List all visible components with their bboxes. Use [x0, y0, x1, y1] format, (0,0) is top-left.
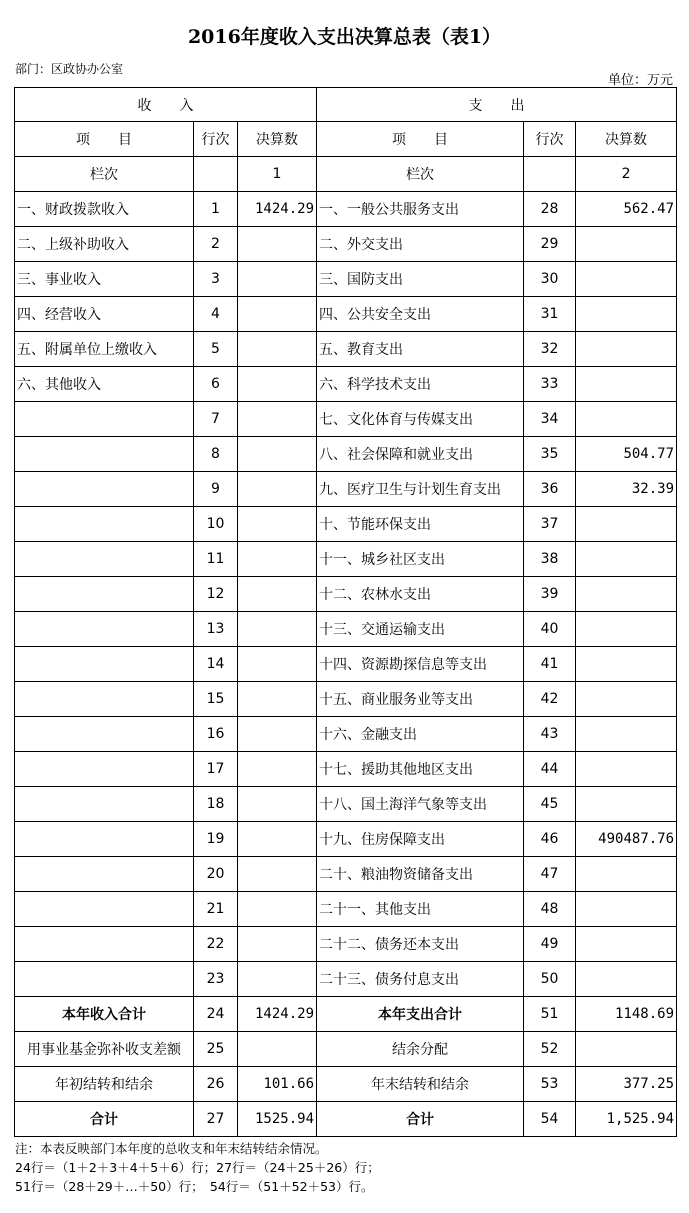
expense-item: 十三、交通运输支出 [317, 612, 524, 647]
expense-item: 四、公共安全支出 [317, 297, 524, 332]
expense-item: 十四、资源勘探信息等支出 [317, 647, 524, 682]
income-row-no: 18 [194, 787, 238, 822]
income-row-no: 16 [194, 717, 238, 752]
expense-amount: 32.39 [576, 472, 677, 507]
income-row-no-header: 行次 [194, 122, 238, 157]
expense-row-no: 33 [524, 367, 576, 402]
expense-item: 五、教育支出 [317, 332, 524, 367]
income-item [15, 542, 194, 577]
expense-row-no: 37 [524, 507, 576, 542]
table-row [15, 787, 677, 822]
income-amount [238, 367, 317, 402]
income-row-no: 23 [194, 962, 238, 997]
income-amount [238, 402, 317, 437]
summary-row [15, 1032, 677, 1067]
expense-row-no: 34 [524, 402, 576, 437]
expense-summary-item: 合计 [317, 1102, 524, 1137]
expense-summary-row-no: 52 [524, 1032, 576, 1067]
income-amount [238, 507, 317, 542]
income-header: 收 入 [15, 88, 317, 122]
expense-amount-header: 决算数 [576, 122, 677, 157]
expense-item: 六、科学技术支出 [317, 367, 524, 402]
income-row-no: 14 [194, 647, 238, 682]
footnotes [15, 1139, 380, 1196]
income-amount [238, 787, 317, 822]
expense-amount [576, 577, 677, 612]
income-row-no: 21 [194, 892, 238, 927]
income-amount: 1424.29 [238, 192, 317, 227]
expense-row-no: 44 [524, 752, 576, 787]
income-row-no: 20 [194, 857, 238, 892]
expense-row-no: 29 [524, 227, 576, 262]
expense-amount [576, 857, 677, 892]
income-amount [238, 717, 317, 752]
expense-row-no: 28 [524, 192, 576, 227]
income-item [15, 612, 194, 647]
expense-amount: 562.47 [576, 192, 677, 227]
expense-item: 七、文化体育与传媒支出 [317, 402, 524, 437]
income-row-no: 4 [194, 297, 238, 332]
table-row [15, 297, 677, 332]
expense-item: 二十、粮油物资储备支出 [317, 857, 524, 892]
income-amount [238, 892, 317, 927]
income-amount [238, 472, 317, 507]
expense-row-no: 38 [524, 542, 576, 577]
expense-item: 十二、农林水支出 [317, 577, 524, 612]
expense-item: 二十一、其他支出 [317, 892, 524, 927]
income-amount-header: 决算数 [238, 122, 317, 157]
income-row-no: 11 [194, 542, 238, 577]
expense-row-no: 46 [524, 822, 576, 857]
income-item [15, 962, 194, 997]
income-summary-amount: 1424.29 [238, 997, 317, 1032]
table-row [15, 507, 677, 542]
summary-row [15, 997, 677, 1032]
expense-summary-amount: 377.25 [576, 1067, 677, 1102]
expense-item: 九、医疗卫生与计划生育支出 [317, 472, 524, 507]
expense-amount [576, 612, 677, 647]
income-column-index-empty [194, 157, 238, 192]
expense-column-index-empty [524, 157, 576, 192]
expense-item: 十七、援助其他地区支出 [317, 752, 524, 787]
income-summary-amount: 101.66 [238, 1067, 317, 1102]
income-item [15, 402, 194, 437]
expense-item: 十一、城乡社区支出 [317, 542, 524, 577]
expense-column-label: 栏次 [317, 157, 524, 192]
table-row [15, 682, 677, 717]
income-row-no: 7 [194, 402, 238, 437]
income-amount [238, 577, 317, 612]
table-row [15, 262, 677, 297]
expense-amount [576, 262, 677, 297]
income-row-no: 1 [194, 192, 238, 227]
income-item [15, 927, 194, 962]
income-summary-item: 合计 [15, 1102, 194, 1137]
income-amount [238, 752, 317, 787]
income-row-no: 2 [194, 227, 238, 262]
income-item: 二、上级补助收入 [15, 227, 194, 262]
expense-item: 三、国防支出 [317, 262, 524, 297]
column-index-row [15, 157, 677, 192]
income-item [15, 717, 194, 752]
income-summary-row-no: 25 [194, 1032, 238, 1067]
expense-row-no: 40 [524, 612, 576, 647]
income-amount [238, 297, 317, 332]
department-label: 部门：区政协办公室 [15, 62, 124, 76]
table-row [15, 962, 677, 997]
unit-label: 单位：万元 [607, 73, 673, 88]
expense-item: 二、外交支出 [317, 227, 524, 262]
income-item [15, 577, 194, 612]
note-line: 24行＝（1＋2＋3＋4＋5＋6）行；27行＝（24＋25＋26）行； [15, 1160, 380, 1175]
income-amount [238, 927, 317, 962]
expense-amount [576, 927, 677, 962]
income-row-no: 6 [194, 367, 238, 402]
income-row-no: 3 [194, 262, 238, 297]
income-amount [238, 227, 317, 262]
income-amount [238, 647, 317, 682]
expense-amount [576, 962, 677, 997]
table-row [15, 472, 677, 507]
table-row [15, 927, 677, 962]
expense-row-no-header: 行次 [524, 122, 576, 157]
income-amount [238, 262, 317, 297]
column-header-row [15, 122, 677, 157]
income-item: 一、财政拨款收入 [15, 192, 194, 227]
expense-header: 支 出 [317, 88, 677, 122]
income-item [15, 857, 194, 892]
summary-row [15, 1102, 677, 1137]
income-item [15, 787, 194, 822]
income-summary-amount [238, 1032, 317, 1067]
expense-amount [576, 542, 677, 577]
expense-summary-item: 年末结转和结余 [317, 1067, 524, 1102]
income-summary-row-no: 24 [194, 997, 238, 1032]
income-amount [238, 682, 317, 717]
income-row-no: 5 [194, 332, 238, 367]
income-summary-item: 年初结转和结余 [15, 1067, 194, 1102]
table-row [15, 647, 677, 682]
income-item: 四、经营收入 [15, 297, 194, 332]
section-header-row [15, 88, 677, 122]
expense-row-no: 45 [524, 787, 576, 822]
expense-amount [576, 647, 677, 682]
income-item [15, 507, 194, 542]
expense-amount [576, 297, 677, 332]
income-row-no: 8 [194, 437, 238, 472]
expense-amount: 504.77 [576, 437, 677, 472]
table-row [15, 437, 677, 472]
expense-item: 十八、国土海洋气象等支出 [317, 787, 524, 822]
expense-amount [576, 227, 677, 262]
expense-row-no: 48 [524, 892, 576, 927]
income-row-no: 13 [194, 612, 238, 647]
income-column-label: 栏次 [15, 157, 194, 192]
expense-amount [576, 367, 677, 402]
expense-amount [576, 752, 677, 787]
table-row [15, 367, 677, 402]
income-item: 三、事业收入 [15, 262, 194, 297]
expense-summary-row-no: 54 [524, 1102, 576, 1137]
expense-amount [576, 682, 677, 717]
income-column-index: 1 [238, 157, 317, 192]
expense-amount [576, 402, 677, 437]
expense-row-no: 49 [524, 927, 576, 962]
note-line: 注：本表反映部门本年度的总收支和年末结转结余情况。 [15, 1141, 328, 1156]
income-amount [238, 437, 317, 472]
expense-summary-amount: 1,525.94 [576, 1102, 677, 1137]
table-row [15, 402, 677, 437]
expense-item: 十、节能环保支出 [317, 507, 524, 542]
income-summary-item: 本年收入合计 [15, 997, 194, 1032]
income-row-no: 17 [194, 752, 238, 787]
expense-item: 一、一般公共服务支出 [317, 192, 524, 227]
income-row-no: 22 [194, 927, 238, 962]
table-row [15, 822, 677, 857]
table-row [15, 577, 677, 612]
expense-row-no: 42 [524, 682, 576, 717]
income-summary-row-no: 27 [194, 1102, 238, 1137]
note-line: 51行＝（28＋29＋…＋50）行； 54行＝（51＋52＋53）行。 [15, 1179, 374, 1194]
page-title: 2016年度收入支出决算总表（表1） [187, 26, 502, 48]
expense-item: 十五、商业服务业等支出 [317, 682, 524, 717]
income-item [15, 647, 194, 682]
summary-table [14, 87, 677, 1137]
table-row [15, 192, 677, 227]
expense-item: 十六、金融支出 [317, 717, 524, 752]
expense-summary-amount: 1148.69 [576, 997, 677, 1032]
expense-column-index: 2 [576, 157, 677, 192]
income-row-no: 9 [194, 472, 238, 507]
expense-row-no: 39 [524, 577, 576, 612]
income-item: 六、其他收入 [15, 367, 194, 402]
income-amount [238, 612, 317, 647]
expense-row-no: 43 [524, 717, 576, 752]
expense-amount [576, 332, 677, 367]
income-amount [238, 857, 317, 892]
table-row [15, 857, 677, 892]
income-item [15, 472, 194, 507]
expense-row-no: 41 [524, 647, 576, 682]
expense-amount [576, 507, 677, 542]
expense-row-no: 30 [524, 262, 576, 297]
income-summary-item: 用事业基金弥补收支差额 [15, 1032, 194, 1067]
income-summary-amount: 1525.94 [238, 1102, 317, 1137]
table-row [15, 227, 677, 262]
table-row [15, 752, 677, 787]
expense-summary-row-no: 51 [524, 997, 576, 1032]
expense-summary-row-no: 53 [524, 1067, 576, 1102]
income-item [15, 437, 194, 472]
summary-row [15, 1067, 677, 1102]
income-row-no: 15 [194, 682, 238, 717]
income-summary-row-no: 26 [194, 1067, 238, 1102]
expense-amount [576, 892, 677, 927]
expense-amount [576, 717, 677, 752]
expense-item: 十九、住房保障支出 [317, 822, 524, 857]
income-row-no: 12 [194, 577, 238, 612]
expense-row-no: 47 [524, 857, 576, 892]
table-row [15, 332, 677, 367]
table-row [15, 612, 677, 647]
expense-row-no: 36 [524, 472, 576, 507]
expense-amount [576, 787, 677, 822]
expense-summary-item: 结余分配 [317, 1032, 524, 1067]
expense-row-no: 32 [524, 332, 576, 367]
income-amount [238, 822, 317, 857]
expense-row-no: 35 [524, 437, 576, 472]
expense-row-no: 50 [524, 962, 576, 997]
expense-item: 二十二、债务还本支出 [317, 927, 524, 962]
income-item [15, 682, 194, 717]
expense-summary-item: 本年支出合计 [317, 997, 524, 1032]
table-row [15, 892, 677, 927]
table-row [15, 542, 677, 577]
income-item [15, 822, 194, 857]
expense-amount: 490487.76 [576, 822, 677, 857]
income-item [15, 752, 194, 787]
income-amount [238, 962, 317, 997]
income-item: 五、附属单位上缴收入 [15, 332, 194, 367]
income-row-no: 10 [194, 507, 238, 542]
expense-summary-amount [576, 1032, 677, 1067]
expense-item: 二十三、债务付息支出 [317, 962, 524, 997]
expense-item: 八、社会保障和就业支出 [317, 437, 524, 472]
income-item-header: 项 目 [15, 122, 194, 157]
income-amount [238, 332, 317, 367]
income-row-no: 19 [194, 822, 238, 857]
expense-row-no: 31 [524, 297, 576, 332]
table-row [15, 717, 677, 752]
income-amount [238, 542, 317, 577]
income-item [15, 892, 194, 927]
expense-item-header: 项 目 [317, 122, 524, 157]
